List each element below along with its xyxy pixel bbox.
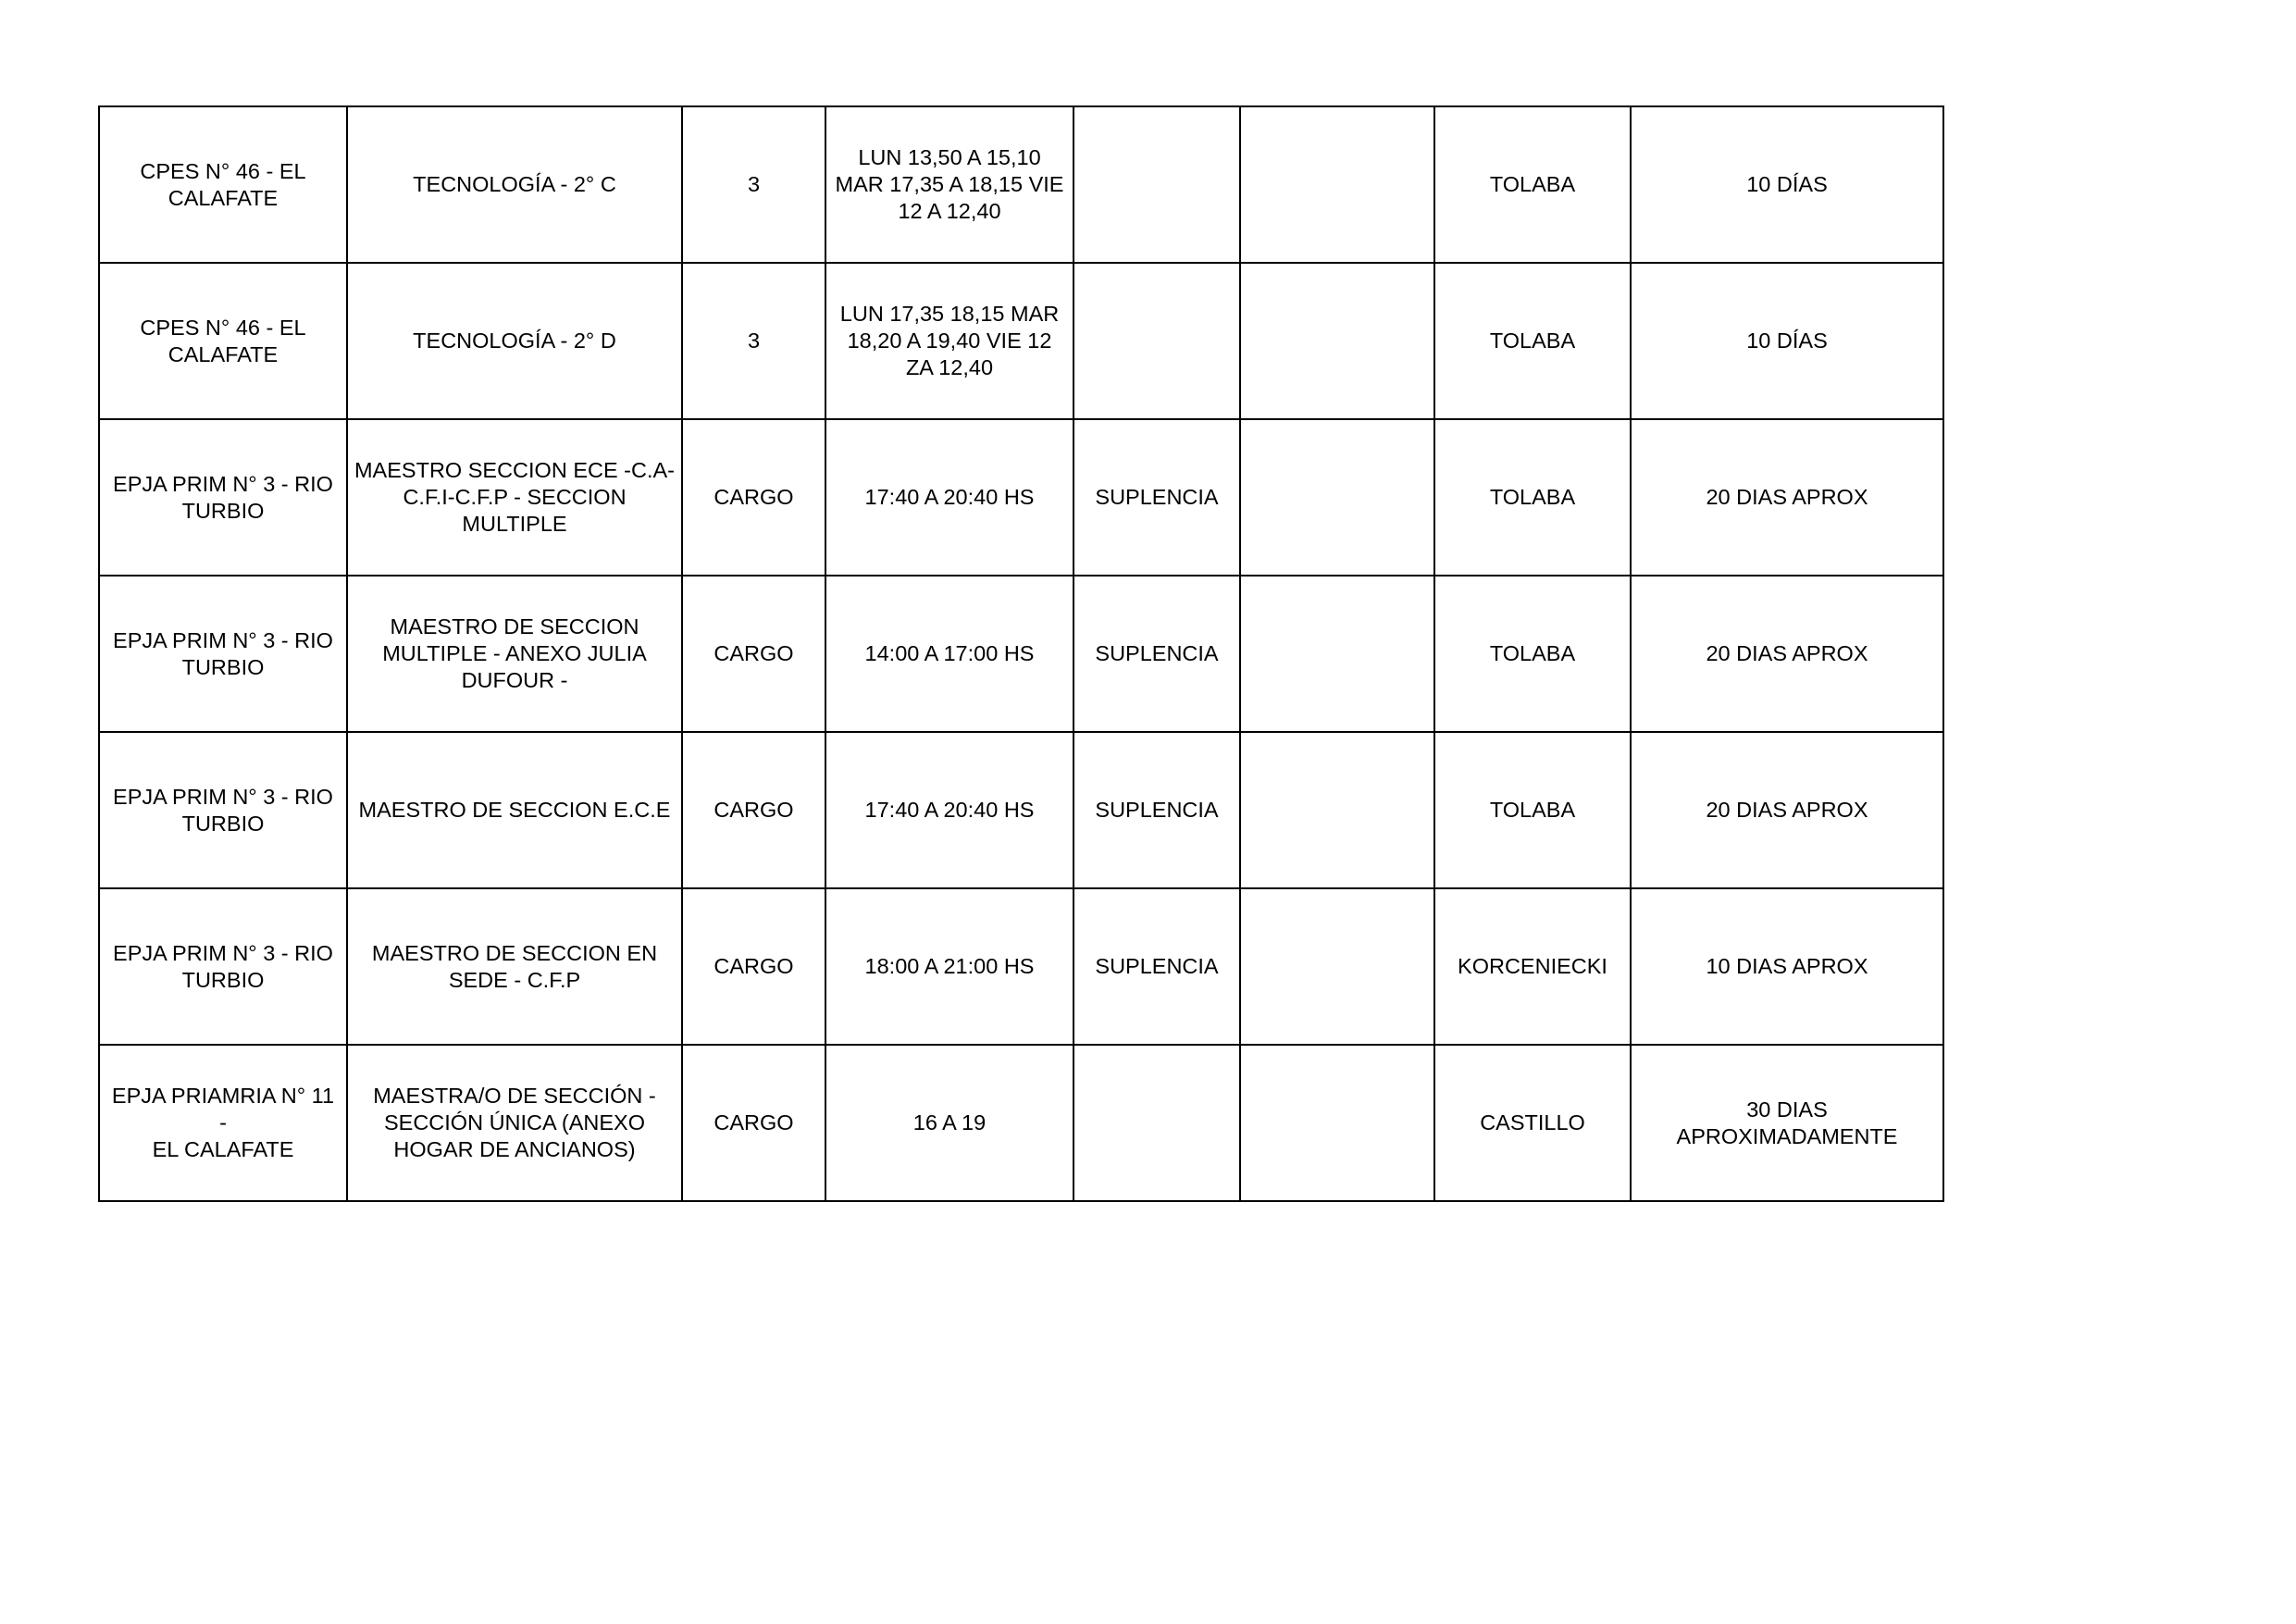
position-cell: MAESTRO DE SECCION EN SEDE - C.F.P (347, 888, 682, 1045)
empty-cell (1240, 576, 1434, 732)
table-row (99, 263, 1943, 419)
hours-cell: 3 (682, 263, 825, 419)
status-cell: SUPLENCIA (1074, 419, 1240, 576)
status-cell (1074, 106, 1240, 263)
name-cell: TOLABA (1434, 263, 1631, 419)
duration-cell: 20 DIAS APROX (1631, 419, 1943, 576)
table-row (99, 888, 1943, 1045)
name-cell: TOLABA (1434, 106, 1631, 263)
status-cell: SUPLENCIA (1074, 576, 1240, 732)
empty-cell (1240, 106, 1434, 263)
empty-cell (1240, 419, 1434, 576)
position-cell: MAESTRO SECCION ECE -C.A- C.F.I-C.F.P - SECCION MULTIPLE (347, 419, 682, 576)
name-cell: CASTILLO (1434, 1045, 1631, 1201)
empty-cell (1240, 888, 1434, 1045)
name-cell: KORCENIECKI (1434, 888, 1631, 1045)
position-cell: MAESTRO DE SECCION E.C.E (347, 732, 682, 888)
hours-cell: 3 (682, 106, 825, 263)
schedule-cell: 17:40 A 20:40 HS (825, 732, 1074, 888)
table-row (99, 106, 1943, 263)
duration-cell: 20 DIAS APROX (1631, 732, 1943, 888)
empty-cell (1240, 732, 1434, 888)
status-cell: SUPLENCIA (1074, 732, 1240, 888)
table-row (99, 732, 1943, 888)
table-row (99, 1045, 1943, 1201)
vacancies-table (98, 105, 1944, 1202)
table-row (99, 576, 1943, 732)
duration-cell: 10 DÍAS (1631, 106, 1943, 263)
hours-cell: CARGO (682, 419, 825, 576)
schedule-cell: LUN 13,50 A 15,10 MAR 17,35 A 18,15 VIE 12 A 12,40 (825, 106, 1074, 263)
duration-cell: 10 DÍAS (1631, 263, 1943, 419)
school-cell: EPJA PRIAMRIA N° 11 - EL CALAFATE (99, 1045, 347, 1201)
school-cell: CPES N° 46 - EL CALAFATE (99, 106, 347, 263)
school-cell: EPJA PRIM N° 3 - RIO TURBIO (99, 888, 347, 1045)
hours-cell: CARGO (682, 888, 825, 1045)
schedule-cell: 16 A 19 (825, 1045, 1074, 1201)
schedule-cell: 14:00 A 17:00 HS (825, 576, 1074, 732)
name-cell: TOLABA (1434, 419, 1631, 576)
status-cell (1074, 1045, 1240, 1201)
position-cell: MAESTRA/O DE SECCIÓN - SECCIÓN ÚNICA (ANEXO HOGAR DE ANCIANOS) (347, 1045, 682, 1201)
name-cell: TOLABA (1434, 576, 1631, 732)
name-cell: TOLABA (1434, 732, 1631, 888)
schedule-cell: 17:40 A 20:40 HS (825, 419, 1074, 576)
empty-cell (1240, 263, 1434, 419)
school-cell: EPJA PRIM N° 3 - RIO TURBIO (99, 576, 347, 732)
hours-cell: CARGO (682, 732, 825, 888)
schedule-cell: LUN 17,35 18,15 MAR 18,20 A 19,40 VIE 12 ZA 12,40 (825, 263, 1074, 419)
position-cell: MAESTRO DE SECCION MULTIPLE - ANEXO JULIA DUFOUR - (347, 576, 682, 732)
duration-cell: 30 DIAS APROXIMADAMENTE (1631, 1045, 1943, 1201)
empty-cell (1240, 1045, 1434, 1201)
school-cell: CPES N° 46 - EL CALAFATE (99, 263, 347, 419)
position-cell: TECNOLOGÍA - 2° C (347, 106, 682, 263)
duration-cell: 10 DIAS APROX (1631, 888, 1943, 1045)
school-cell: EPJA PRIM N° 3 - RIO TURBIO (99, 732, 347, 888)
position-cell: TECNOLOGÍA - 2° D (347, 263, 682, 419)
school-cell: EPJA PRIM N° 3 - RIO TURBIO (99, 419, 347, 576)
status-cell (1074, 263, 1240, 419)
schedule-cell: 18:00 A 21:00 HS (825, 888, 1074, 1045)
hours-cell: CARGO (682, 576, 825, 732)
table-row (99, 419, 1943, 576)
hours-cell: CARGO (682, 1045, 825, 1201)
duration-cell: 20 DIAS APROX (1631, 576, 1943, 732)
status-cell: SUPLENCIA (1074, 888, 1240, 1045)
table-body (99, 106, 1943, 1201)
